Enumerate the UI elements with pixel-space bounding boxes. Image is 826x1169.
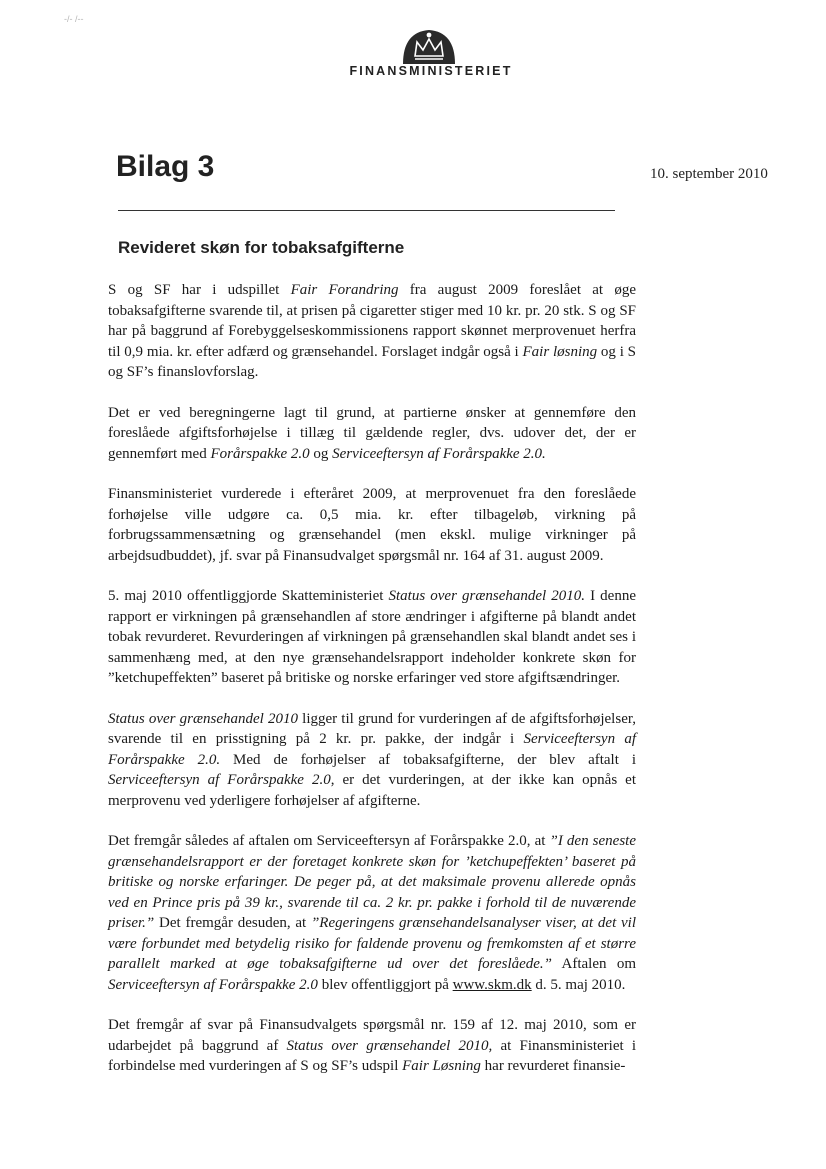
text-run: Det fremgår desuden, at [154, 915, 311, 931]
text-run: at Finansministeriet i forbindelse med vurderingen af S og SF’s udspil [108, 1037, 636, 1074]
italic-reference: Serviceeftersyn af Forårspakke 2.0. [108, 731, 636, 768]
paragraph [108, 280, 636, 383]
document-date: 10. september 2010 [650, 166, 768, 182]
text-run: Det fremgår således af aftalen om Serviceeftersyn af Forårspakke 2.0, at [108, 833, 550, 849]
text-run: Med de forhøjelser af tobaksafgifterne, der blev aftalt i [220, 751, 636, 768]
paragraph [108, 709, 636, 812]
italic-reference: ”I den seneste grænsehandelsrapport er der foretaget konkrete skøn for ’ketchupeffekten’ baseret på britiske og norske erfaringer. De peger på, at det maksimale provenu allerede opnås ved en Prince pris på 39 kr., svarende til ca. 2 kr. pr. pakke i forhold til de nuværende priser.” [108, 833, 636, 931]
ministry-name: FINANSMINISTERIET [349, 64, 513, 78]
text-run: 5. maj 2010 offentliggjorde Skatteministeriet [108, 588, 389, 604]
italic-reference: Status over grænsehandel 2010, [286, 1037, 493, 1054]
italic-reference: Status over grænsehandel 2010. [388, 588, 586, 604]
italic-reference: Serviceeftersyn af Forårspakke 2.0 [108, 772, 331, 788]
text-run: ligger til grund for vurderingen af de afgiftsforhøjelser, svarende til en prisstigning på 2 kr. pr. pakke, der indgår i [108, 710, 636, 747]
royal-crown-crest-icon [399, 26, 459, 66]
body-text [108, 280, 636, 1097]
website-link[interactable]: www.skm.dk [452, 976, 532, 993]
text-run: Det er ved beregningerne lagt til grund, at partierne ønsker at gennemføre den foreslåede afgiftsforhøjelse i tillæg til gældende regler, dvs. udover det, der er gennemført med [108, 404, 636, 462]
section-heading: Revideret skøn for tobaksafgifterne [118, 238, 405, 257]
text-run: har revurderet finansie- [480, 1058, 626, 1074]
italic-reference: Serviceeftersyn af Forårspakke 2.0. [332, 445, 546, 462]
appendix-title: Bilag 3 [116, 150, 215, 183]
text-run: Finansministeriet vurderede i efteråret 2009, at merprovenuet fra den foreslåede forhøjelse ville udgøre ca. 0,5 mia. kr. efter tilbageløb, virkning på forbrugssammensætning og grænsehandel (men ekskl. mulige virkninger på arbejdsudbuddet), jf. svar på Finansudvalget spørgsmål nr. 164 af 31. august 2009. [108, 486, 636, 564]
title-divider [118, 210, 615, 211]
text-run: I denne rapport er virkningen på grænsehandlen af store ændringer i afgifterne på blandt andet tobak revurderet. Revurderingen af virkningen på grænsehandlen skal blandt andet ses i sammenhæng med, at den nye grænsehandelsrapport indeholder konkrete skøn for ”ketchupeffekten” baseret på britiske og norske erfaringer ved store afgiftsændringer. [108, 588, 636, 686]
italic-reference: Fair Løsning [402, 1058, 481, 1074]
text-run: Det fremgår af svar på Finansudvalgets spørgsmål nr. 159 af 12. maj 2010, som er udarbejdet på baggrund af [108, 1017, 636, 1054]
paragraph [108, 586, 636, 689]
corner-mark: -/- /-- [64, 14, 84, 24]
paragraph [108, 1015, 636, 1077]
italic-reference: Serviceeftersyn af Forårspakke 2.0 [108, 976, 318, 993]
paragraph [108, 403, 636, 465]
text-run: og [309, 445, 333, 462]
italic-reference: Fair løsning [522, 343, 598, 360]
italic-reference: Forårspakke 2.0 [210, 445, 310, 462]
italic-reference: Fair Forandring [290, 282, 399, 298]
paragraph [108, 484, 636, 566]
text-run: blev offentliggjort på [317, 976, 453, 993]
text-run: Aftalen om [552, 956, 636, 972]
text-run: fra august 2009 foreslået at øge tobaksafgifterne svarende til, at prisen på cigaretter stiger med 10 kr. pr. 20 stk. S og SF har på baggrund af Forebyggelseskommissionens rapport skønnet merprovenuet herfra til 0,9 mia. kr. efter adfærd og grænsehandel. Forslaget indgår også i [108, 282, 636, 360]
text-run: og i S og SF’s finanslovforslag. [108, 343, 636, 380]
text-run: d. 5. maj 2010. [531, 976, 626, 993]
paragraph [108, 831, 636, 995]
text-run: , er det vurderingen, at der ikke kan opnås et merprovenu ved yderligere forhøjelser af afgifterne. [108, 772, 637, 809]
italic-reference: ”Regeringens grænsehandelsanalyser viser, at det vil være forbundet med betydelig risiko for faldende provenu og fremkomsten af et større parallelt marked at øge tobaksafgifterne ud over det foreslåede.” [108, 915, 636, 972]
italic-reference: Status over grænsehandel 2010 [108, 710, 298, 727]
text-run: S og SF har i udspillet [108, 282, 291, 298]
